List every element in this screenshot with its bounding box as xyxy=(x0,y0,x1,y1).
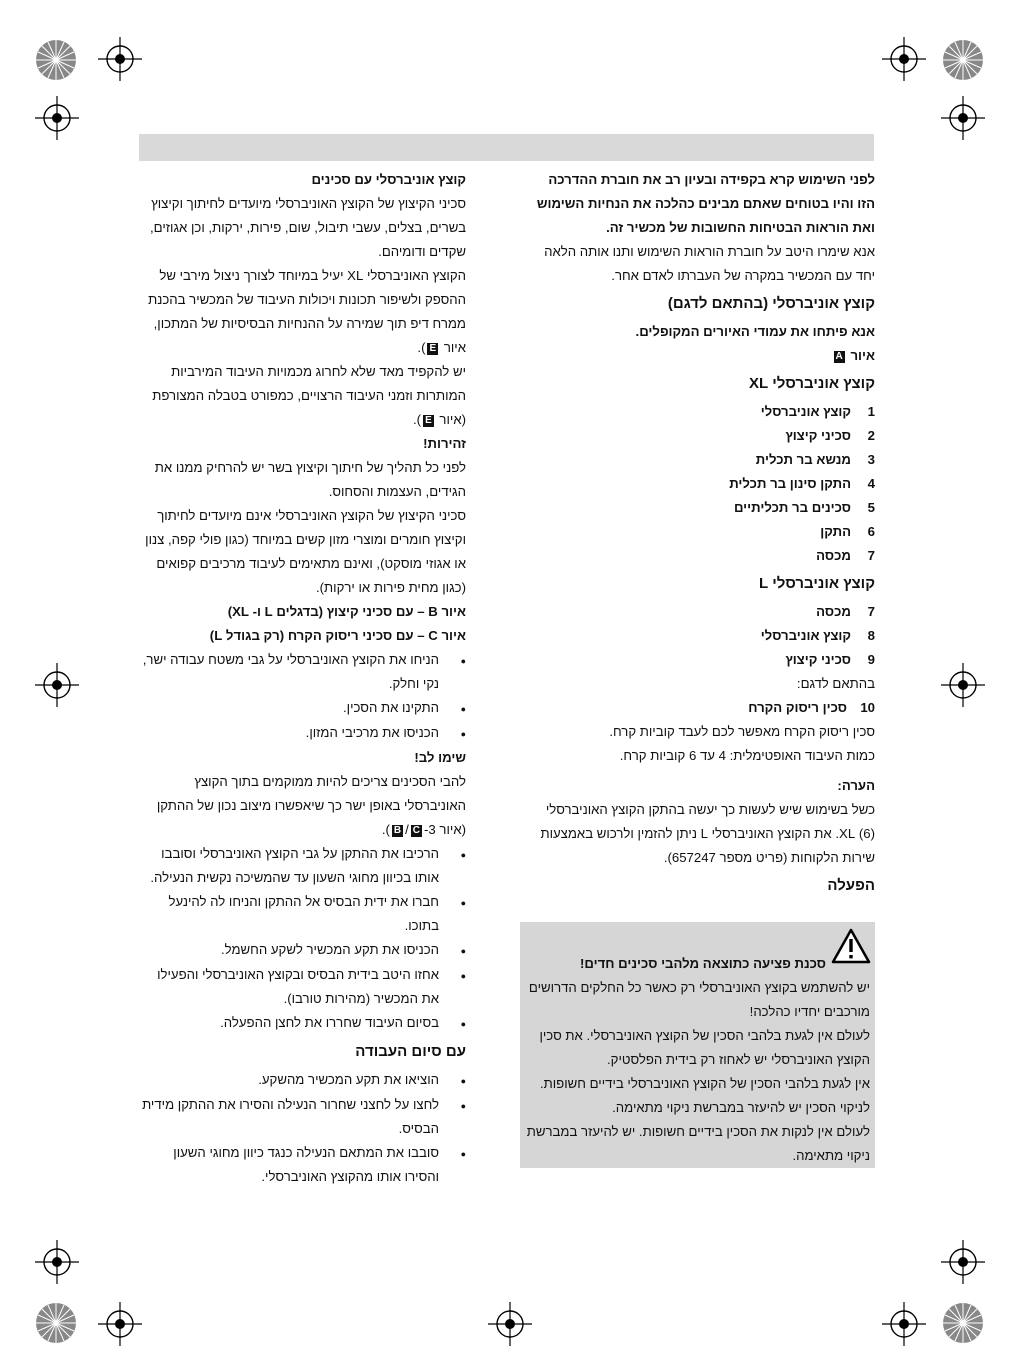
bullet-text: חברו את ידית הבסיס אל ההתקן והניחו לה להינעל בתוכו. xyxy=(168,894,439,933)
registration-crosshair-icon xyxy=(941,96,985,140)
registration-crosshair-icon xyxy=(35,663,79,707)
list-item xyxy=(139,1093,466,1141)
figure-ref-a xyxy=(532,344,875,368)
note-title: הערה: xyxy=(837,778,875,793)
warning-line: לעולם אין לנקות את הסכין בידיים חשופות. יש להיעזר במברשת ניקוי מתאימה. xyxy=(526,1124,870,1163)
item-label: מכסה xyxy=(816,604,851,619)
item-label: סכיני קיצוץ xyxy=(785,652,851,667)
figure-letter-box: B xyxy=(393,825,402,836)
list-item xyxy=(532,448,875,472)
item-label: מנשא בר תכלית xyxy=(755,452,851,467)
list-item xyxy=(139,890,466,938)
per-model-text: בהתאם לדגם: xyxy=(796,676,875,691)
p2-end: ). xyxy=(417,340,426,355)
p3-text: יש להקפיד מאד שלא לחרוג מכמויות העיבוד המירביות המותרות וזמני העיבוד הרצויים, כמפורט בטבלה המצורפת (איור xyxy=(152,364,466,427)
list-item xyxy=(139,842,466,890)
item-number: 3 xyxy=(867,452,875,467)
bullet-text: הכניסו את תקע המכשיר לשקע החשמל. xyxy=(220,942,439,957)
print-sunburst-icon xyxy=(941,1301,985,1345)
registration-crosshair-icon xyxy=(98,37,142,81)
ice-knife-description: סכין ריסוק הקרח מאפשר לכם לעבד קוביות קרח. xyxy=(609,724,875,739)
warning-line: לעולם אין לגעת בלהבי הסכין של הקוצץ האוניברסלי. את סכין הקוצץ האוניברסלי יש לאחוז רק בידית הפלסטיק. xyxy=(539,1028,870,1067)
registration-crosshair-icon xyxy=(882,37,926,81)
list-item xyxy=(532,600,875,624)
intro-text-2: אנא שימרו היטב על חוברת הוראות השימוש ותנו אותה הלאה יחד עם המכשיר במקרה של העברתו לאדם אחר. xyxy=(544,244,875,283)
warning-title: סכנת פציעה כתוצאה מלהבי סכינים חדים! xyxy=(579,956,826,971)
bullet-icon xyxy=(439,648,466,696)
registration-crosshair-icon xyxy=(98,1302,142,1346)
item-number: 7 xyxy=(867,604,875,619)
l-title: קוצץ אוניברסלי L xyxy=(758,575,875,592)
section-title: קוצץ אוניברסלי (בהתאם לדגם) xyxy=(667,295,875,312)
list-item xyxy=(532,496,875,520)
item-number: 1 xyxy=(867,404,875,419)
list-item xyxy=(139,721,466,746)
list-item xyxy=(532,472,875,496)
list-item xyxy=(139,938,466,963)
registration-crosshair-icon xyxy=(35,1240,79,1284)
figure-letter-box: C xyxy=(412,825,421,836)
item-label: קוצץ אוניברסלי xyxy=(760,404,851,419)
figure-letter-box: E xyxy=(429,343,437,354)
item-label: התקן xyxy=(820,524,851,539)
operation-title: הפעלה xyxy=(827,877,875,894)
print-sunburst-icon xyxy=(34,38,78,82)
item-number: 6 xyxy=(867,524,875,539)
figure-b-caption: איור B – עם סכיני קיצוץ (בדגלים L ו- XL) xyxy=(227,604,466,619)
bullet-text: הכניסו את מרכיבי המזון. xyxy=(305,725,439,740)
bullet-icon xyxy=(439,890,466,938)
item-label: סכין ריסוק הקרח xyxy=(748,700,847,715)
intro-text: לפני השימוש קרא בקפידה ובעיון רב את חוברת ההדרכה הזו והיו בטוחים שאתם מבינים כהלכה את הנחיות השימוש ואת הוראות הבטיחות החשובות של מכשיר זה. xyxy=(536,172,875,235)
bullet-icon xyxy=(439,696,466,721)
item-label: התקן סינון בר תכלית xyxy=(729,476,851,491)
list-item xyxy=(532,696,875,720)
list-item xyxy=(532,400,875,424)
figure-letter-box: E xyxy=(425,415,432,426)
bullet-icon xyxy=(439,1141,466,1189)
figure-c-caption: איור C – עם סכיני ריסוק הקרח (רק בגודל L) xyxy=(209,628,466,643)
list-item xyxy=(532,424,875,448)
bullet-icon xyxy=(439,842,466,890)
bullet-icon xyxy=(439,963,466,1011)
list-item xyxy=(139,648,466,696)
list-item xyxy=(139,1141,466,1189)
bullet-icon xyxy=(439,721,466,746)
left-column xyxy=(139,168,466,1189)
finish-title: עם סיום העבודה xyxy=(355,1043,466,1060)
p2-text: הקוצץ האוניברסלי XL יעיל במיוחד לצורך ניצול מירבי של ההספק ולשיפור תכונות ויכולות העיבוד של המכשיר בהכנת ממרח דיפ תוך שמירה על ההנחיות הבסיסיות של המתכון, איור xyxy=(148,268,466,355)
registration-crosshair-icon xyxy=(882,1302,926,1346)
left-paragraph-1: סכיני הקיצוץ של הקוצץ האוניברסלי מיועדים לחיתוך וקיצוץ בשרים, בצלים, עשבי תיבול, שום, פירות, ירקות, וכן אגוזים, שקדים ודומיהם. xyxy=(150,196,466,259)
print-sunburst-icon xyxy=(941,38,985,82)
p6-end: ). xyxy=(381,822,390,837)
bullet-text: סובבו את המתאם הנעילה כנגד כיוון מחוגי השעון והסירו אותו מהקוצץ האוניברסלי. xyxy=(173,1145,439,1184)
bullet-icon xyxy=(439,1011,466,1036)
bullet-text: התקינו את הסכין. xyxy=(342,700,439,715)
attention-title: שימו לב! xyxy=(414,750,466,765)
figure-letter-box: A xyxy=(835,351,843,362)
warning-line: אין לגעת בלהבי הסכין של הקוצץ האוניברסלי בידיים חשופות. לניקוי הסכין יש להיעזר במברשת ניקוי מתאימה. xyxy=(539,1076,870,1115)
bullet-text: הניחו את הקוצץ האוניברסלי על גבי משטח עבודה ישר, נקי וחלק. xyxy=(142,652,439,691)
p6-text: להבי הסכינים צריכים להיות ממוקמים בתוך הקוצץ האוניברסלי באופן ישר כך שיאפשרו מיצוב נכון של ההתקן (איור 3- xyxy=(156,774,466,837)
xl-parts-list xyxy=(532,400,875,568)
item-label: קוצץ אוניברסלי xyxy=(760,628,851,643)
bullet-icon xyxy=(439,938,466,963)
bullet-text: הוציאו את תקע המכשיר מהשקע. xyxy=(258,1072,439,1087)
header-band xyxy=(139,134,874,161)
bullet-text: לחצו על לחצני שחרור הנעילה והסירו את ההתקן מידית הבסיס. xyxy=(142,1097,439,1136)
list-item xyxy=(139,1068,466,1093)
warning-triangle-icon xyxy=(831,928,871,964)
registration-crosshair-icon xyxy=(941,663,985,707)
left-paragraph-4: לפני כל תהליך של חיתוך וקיצוץ בשר יש להרחיק ממנו את הגידים, העצמות והסחוס. xyxy=(154,460,466,499)
unfold-instruction: אנא פיתחו את עמודי האיורים המקופלים. xyxy=(635,324,875,339)
warning-box xyxy=(520,922,875,1168)
bullet-text: הרכיבו את ההתקן על גבי הקוצץ האוניברסלי וסובבו אותו בכיוון מחוגי השעון עד שהמשיכה נקשית הנעילה. xyxy=(150,846,439,885)
left-paragraph-6: להבי הסכינים צריכים להיות ממוקמים בתוך הקוצץ האוניברסלי באופן ישר כך שיאפשרו מיצוב נכון של ההתקן (איור 3-C/B). xyxy=(156,774,466,837)
caution-title: זהירות! xyxy=(423,436,466,451)
list-item xyxy=(139,1011,466,1036)
registration-crosshair-icon xyxy=(35,96,79,140)
item-number: 4 xyxy=(867,476,875,491)
list-item xyxy=(532,624,875,648)
list-item xyxy=(532,520,875,544)
item-number: 2 xyxy=(867,428,875,443)
list-item xyxy=(532,544,875,568)
bullet-icon xyxy=(439,1093,466,1141)
left-paragraph-2 xyxy=(139,264,466,360)
bullet-text: בסיום העיבוד שחררו את לחצן ההפעלה. xyxy=(220,1015,439,1030)
item-number: 7 xyxy=(867,548,875,563)
bullet-text: אחזו היטב בידית הבסיס ובקוצץ האוניברסלי והפעילו את המכשיר (מהירות טורבו). xyxy=(157,967,439,1006)
item-label: סכינים בר תכליתיים xyxy=(733,500,851,515)
left-paragraph-3 xyxy=(139,360,466,432)
list-item xyxy=(532,648,875,672)
print-sunburst-icon xyxy=(34,1301,78,1345)
registration-crosshair-icon xyxy=(941,1240,985,1284)
item-label: מכסה xyxy=(816,548,851,563)
xl-title: קוצץ אוניברסלי XL xyxy=(748,375,875,392)
note-text: כשל בשימוש שיש לעשות כך יעשה בהתקן הקוצץ האוניברסלי (6) XL. את הקוצץ האוניברסלי L ניתן להזמין ולרכוש באמצעות שירות הלקוחות (פריט מספר 657247). xyxy=(540,802,875,865)
item-number: 10 xyxy=(860,700,875,715)
list-item xyxy=(139,696,466,721)
registration-crosshair-icon xyxy=(488,1302,532,1346)
list-item xyxy=(139,963,466,1011)
item-label: סכיני קיצוץ xyxy=(785,428,851,443)
figure-word: איור xyxy=(850,348,875,363)
bullet-icon xyxy=(439,1068,466,1093)
warning-line: יש להשתמש בקוצץ האוניברסלי רק כאשר כל החלקים הדרושים מורכבים יחדיו כהלכה! xyxy=(528,980,870,1019)
l-parts-list xyxy=(532,600,875,672)
right-column xyxy=(532,168,875,902)
left-paragraph-5: סכיני הקיצוץ של הקוצץ האוניברסלי אינם מיועדים לחיתוך וקיצוץ חומרים ומוצרי מזון קשים במיוחד (כגון פולי קפה, צנון או אגוזי מוסקט), ואינם מתאימים לעיבוד מרכיבים קפואים (כגון מחית פירות או ירקות). xyxy=(145,508,466,595)
capacity-text: כמות העיבוד האופטימלית: 4 עד 6 קוביות קרח. xyxy=(619,748,875,763)
item-number: 5 xyxy=(867,500,875,515)
item-number: 8 xyxy=(867,628,875,643)
item-number: 9 xyxy=(867,652,875,667)
p3-end: ). xyxy=(413,412,422,427)
left-title: קוצץ אוניברסלי עם סכינים xyxy=(311,172,466,187)
